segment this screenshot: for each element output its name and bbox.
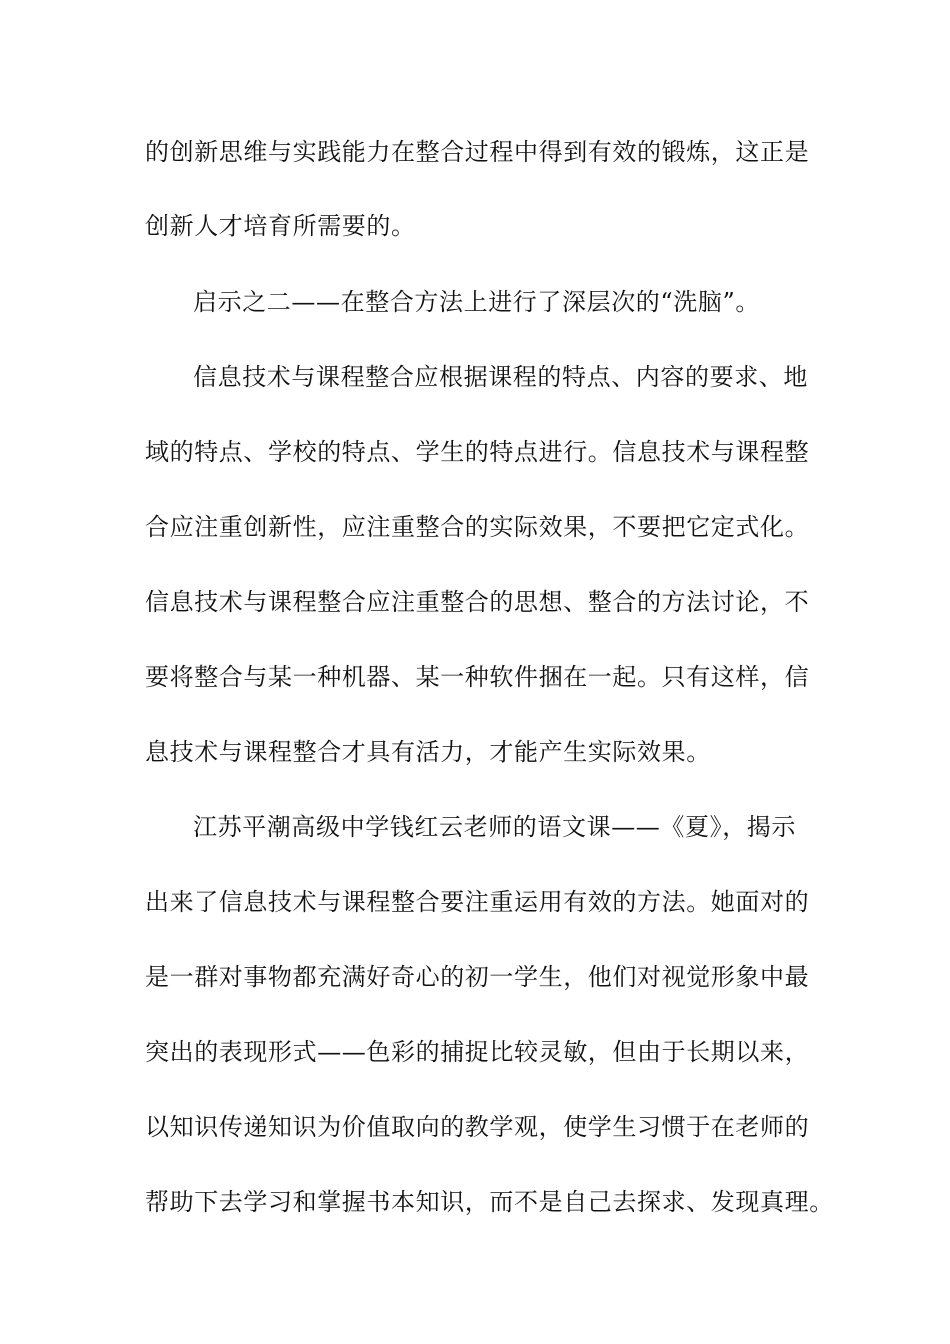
text-line: 信息技术与课程整合应注重整合的思想、整合的方法讨论，不	[145, 588, 810, 616]
text-line: 信息技术与课程整合应根据课程的特点、内容的要求、地	[193, 363, 808, 391]
text-line: 是一群对事物都充满好奇心的初一学生，他们对视觉形象中最	[145, 963, 810, 991]
text-line: 创新人才培育所需要的。	[145, 212, 416, 240]
text-line: 以知识传递知识为价值取向的教学观，使学生习惯于在老师的	[145, 1113, 810, 1141]
text-line: 突出的表现形式——色彩的捕捉比较灵敏，但由于长期以来，	[145, 1038, 810, 1066]
text-line: 出来了信息技术与课程整合要注重运用有效的方法。她面对的	[145, 888, 810, 916]
text-line: 帮助下去学习和掌握书本知识，而不是自己去探求、发现真理。	[145, 1188, 834, 1216]
text-line: 的创新思维与实践能力在整合过程中得到有效的锻炼，这正是	[145, 138, 810, 166]
text-line: 域的特点、学校的特点、学生的特点进行。信息技术与课程整	[145, 438, 810, 466]
paragraph-heading: 启示之二——在整合方法上进行了深层次的“洗脑”。	[193, 288, 760, 316]
text-line: 江苏平潮高级中学钱红云老师的语文课——《夏》，揭示	[193, 813, 796, 841]
text-line: 要将整合与某一种机器、某一种软件捆在一起。只有这样，信	[145, 663, 810, 691]
text-line: 息技术与课程整合才具有活力，才能产生实际效果。	[145, 738, 711, 766]
text-line: 合应注重创新性，应注重整合的实际效果，不要把它定式化。	[145, 513, 810, 541]
